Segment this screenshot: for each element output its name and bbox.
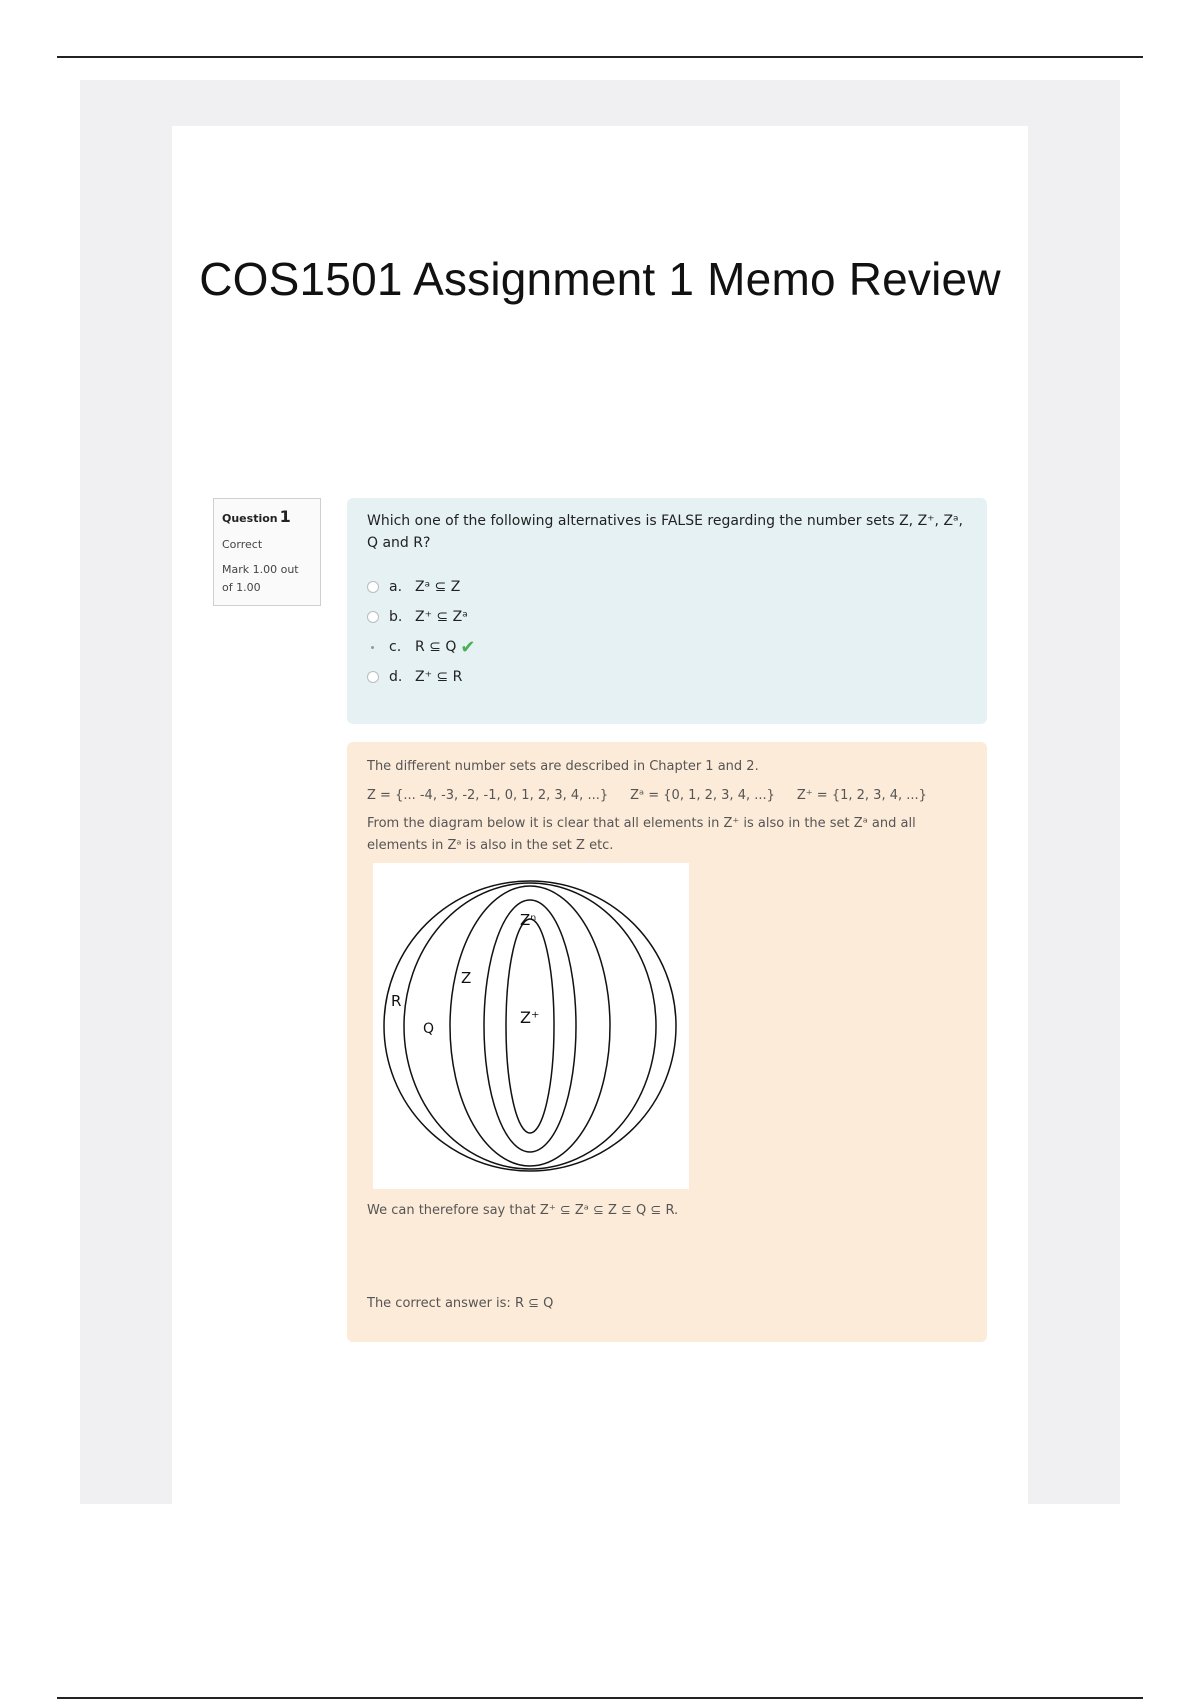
radio-button[interactable] <box>367 671 379 683</box>
answer-text: Zᵃ ⊆ Z <box>415 579 461 595</box>
radio-button[interactable] <box>367 611 379 623</box>
answer-letter: d. <box>389 669 403 685</box>
radio-button-selected[interactable] <box>367 641 379 653</box>
right-answer: The correct answer is: R ⊆ Q <box>367 1296 554 1311</box>
answer-text: R ⊆ Q <box>415 639 457 655</box>
document-title: COS1501 Assignment 1 Memo Review <box>199 253 1001 305</box>
correct-check-icon: ✔ <box>460 636 476 658</box>
question-info-box <box>213 498 321 606</box>
answer-letter: b. <box>389 609 403 625</box>
feedback-conclusion: We can therefore say that Z⁺ ⊆ Zᵃ ⊆ Z ⊆ Q ⊆ R. <box>367 1203 679 1218</box>
answer-text: Z⁺ ⊆ Zᵃ <box>415 609 468 625</box>
top-rule <box>57 56 1143 58</box>
radio-button[interactable] <box>367 581 379 593</box>
answer-list <box>367 572 967 692</box>
question-number: Question 1 <box>222 507 291 526</box>
label-zplus: Z⁺ <box>520 1008 540 1027</box>
question-state: Correct <box>222 538 263 551</box>
question-mark: Mark 1.00 out of 1.00 <box>222 563 299 594</box>
set-zplus-definition: Z⁺ = {1, 2, 3, 4, ...} <box>796 788 927 803</box>
answer-letter: a. <box>389 579 403 595</box>
set-za-definition: Zᵃ = {0, 1, 2, 3, 4, ...} <box>630 788 775 803</box>
question-text: Which one of the following alternatives is FALSE regarding the number sets Z, Z⁺, Zᵃ, Q and R? <box>367 513 963 551</box>
answer-option-b[interactable] <box>367 602 967 632</box>
general-feedback <box>347 742 987 1342</box>
label-z: Z <box>461 969 472 987</box>
set-definitions <box>367 788 967 803</box>
answer-option-a[interactable] <box>367 572 967 602</box>
diagram-explanation: From the diagram below it is clear that all elements in Z⁺ is also in the set Zᵃ and all elements in Zᵃ is also in the set Z etc. <box>367 816 916 853</box>
bottom-rule <box>57 1697 1143 1699</box>
answer-letter: c. <box>389 639 402 655</box>
answer-option-d[interactable] <box>367 662 967 692</box>
label-q: Q <box>423 1021 435 1037</box>
question-formulation <box>347 498 987 724</box>
label-za: Zⁿ <box>520 911 537 929</box>
answer-option-c[interactable] <box>367 632 967 662</box>
venn-diagram <box>373 863 689 1189</box>
label-r: R <box>391 992 402 1010</box>
answer-text: Z⁺ ⊆ R <box>415 669 463 685</box>
feedback-intro: The different number sets are described in Chapter 1 and 2. <box>367 759 759 774</box>
venn-diagram-svg <box>373 863 689 1189</box>
set-z-definition: Z = {... -4, -3, -2, -1, 0, 1, 2, 3, 4, ...} <box>367 788 609 803</box>
